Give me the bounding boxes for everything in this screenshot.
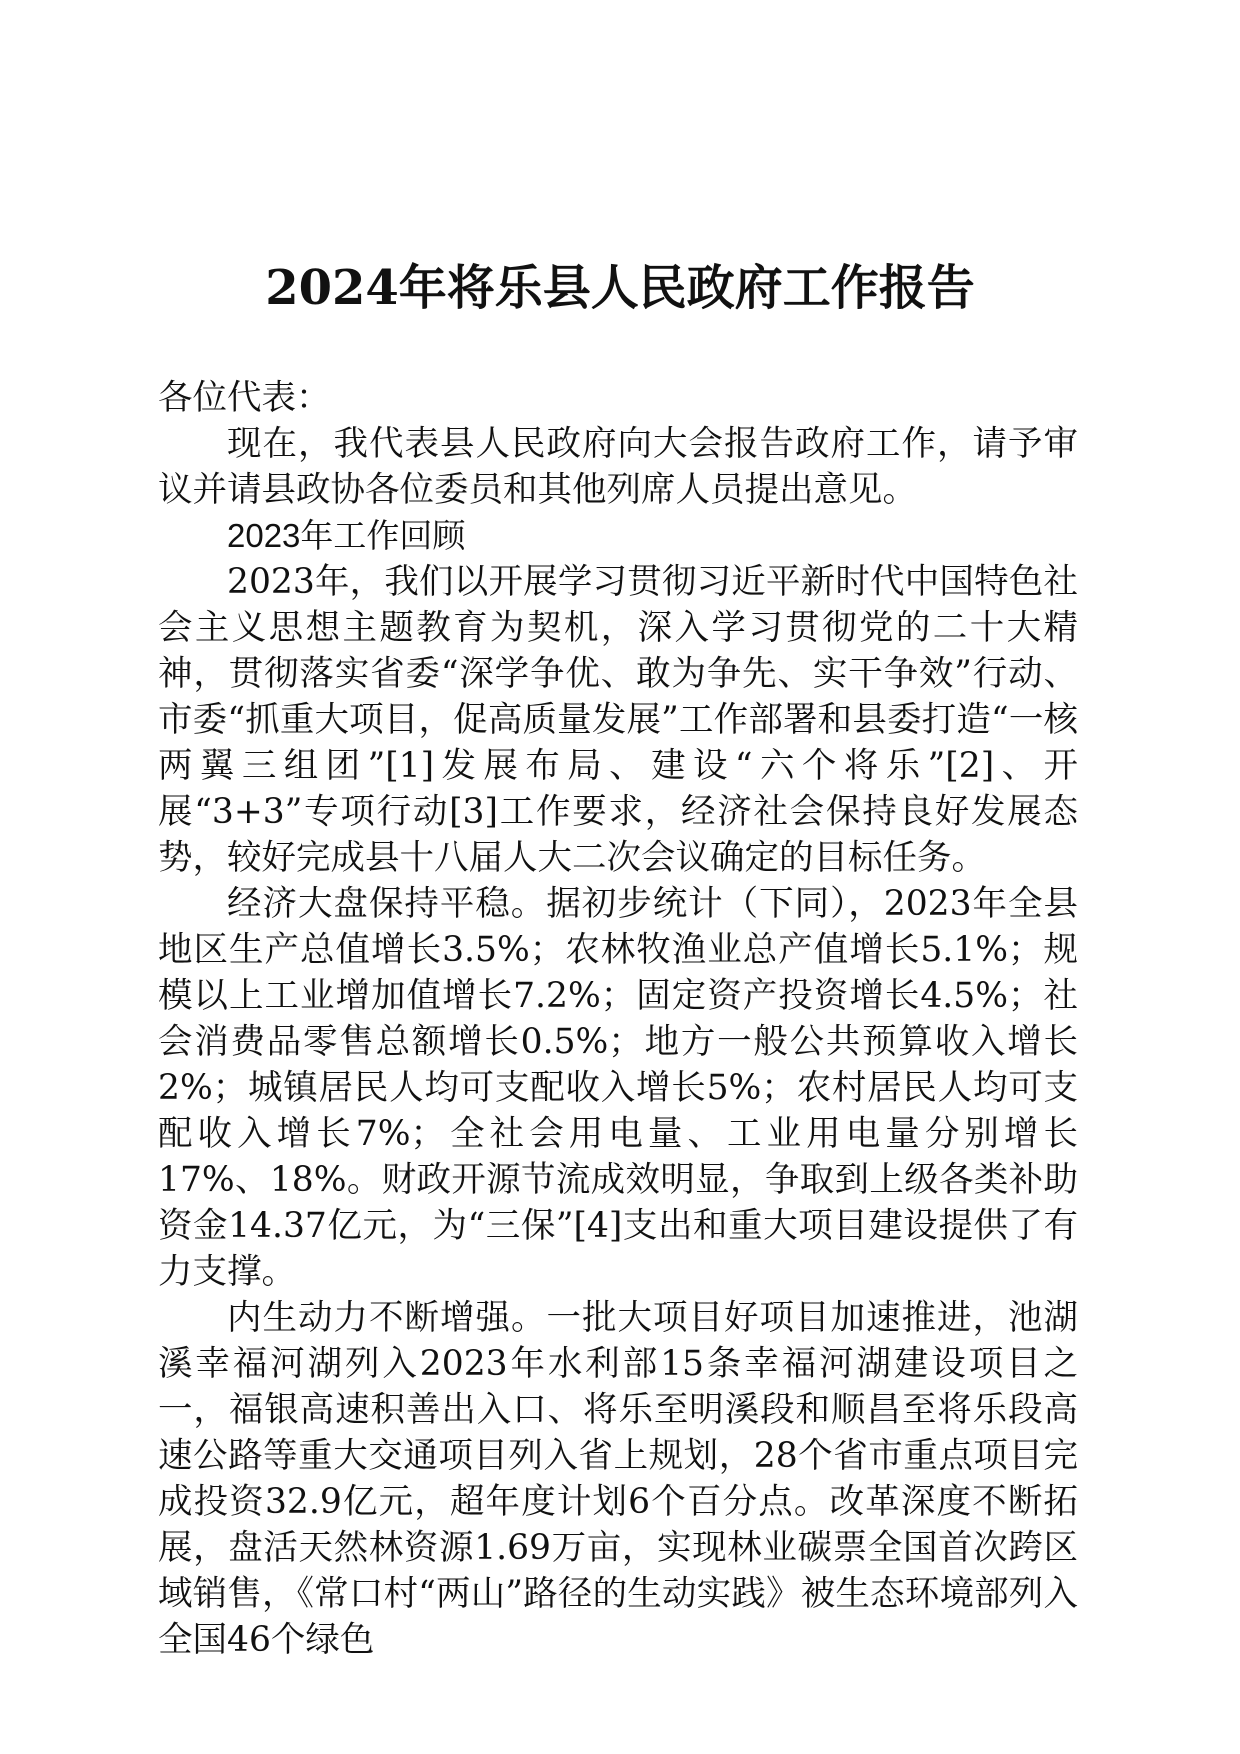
document-title: 2024年将乐县人民政府工作报告 <box>265 260 975 316</box>
salutation: 各位代表： <box>158 378 331 418</box>
section-heading: 2023年工作回顾 <box>227 517 466 554</box>
paragraph-economy: 经济大盘保持平稳。据初步统计（下同），2023年全县地区生产总值增长3.5%；农林牧渔业总产值增长5.1%；规模以上工业增加值增长7.2%；固定资产投资增长4.5%；社会消费品零售总额增长0.5%；地方一般公共预算收入增长2%；城镇居民人均可支配收入增长5%；农村居民人均可支配收入增长7%；全社会用电量、工业用电量分别增长17%、18%。财政开源节流成效明显，争取到上级各类补助资金14.37亿元，为“三保”[4]支出和重大项目建设提供了有力支撑。 <box>158 884 1078 1292</box>
intro-paragraph: 现在，我代表县人民政府向大会报告政府工作，请予审议并请县政协各位委员和其他列席人员提出意见。 <box>158 424 1078 510</box>
document-body <box>158 375 1078 1663</box>
paragraph-work-overview: 2023年，我们以开展学习贯彻习近平新时代中国特色社会主义思想主题教育为契机，深入学习贯彻党的二十大精神，贯彻落实省委“深学争优、敢为争先、实干争效”行动、市委“抓重大项目，促高质量发展”工作部署和县委打造“一核两翼三组团”[1]发展布局、建设“六个将乐”[2]、开展“3+3”专项行动[3]工作要求，经济社会保持良好发展态势，较好完成县十八届人大二次会议确定的目标任务。 <box>158 562 1078 878</box>
paragraph-momentum: 内生动力不断增强。一批大项目好项目加速推进，池湖溪幸福河湖列入2023年水利部15条幸福河湖建设项目之一，福银高速积善出入口、将乐至明溪段和顺昌至将乐段高速公路等重大交通项目列入省上规划，28个省市重点项目完成投资32.9亿元，超年度计划6个百分点。改革深度不断拓展，盘活天然林资源1.69万亩，实现林业碳票全国首次跨区域销售，《常口村“两山”路径的生动实践》被生态环境部列入全国46个绿色 <box>158 1298 1078 1660</box>
